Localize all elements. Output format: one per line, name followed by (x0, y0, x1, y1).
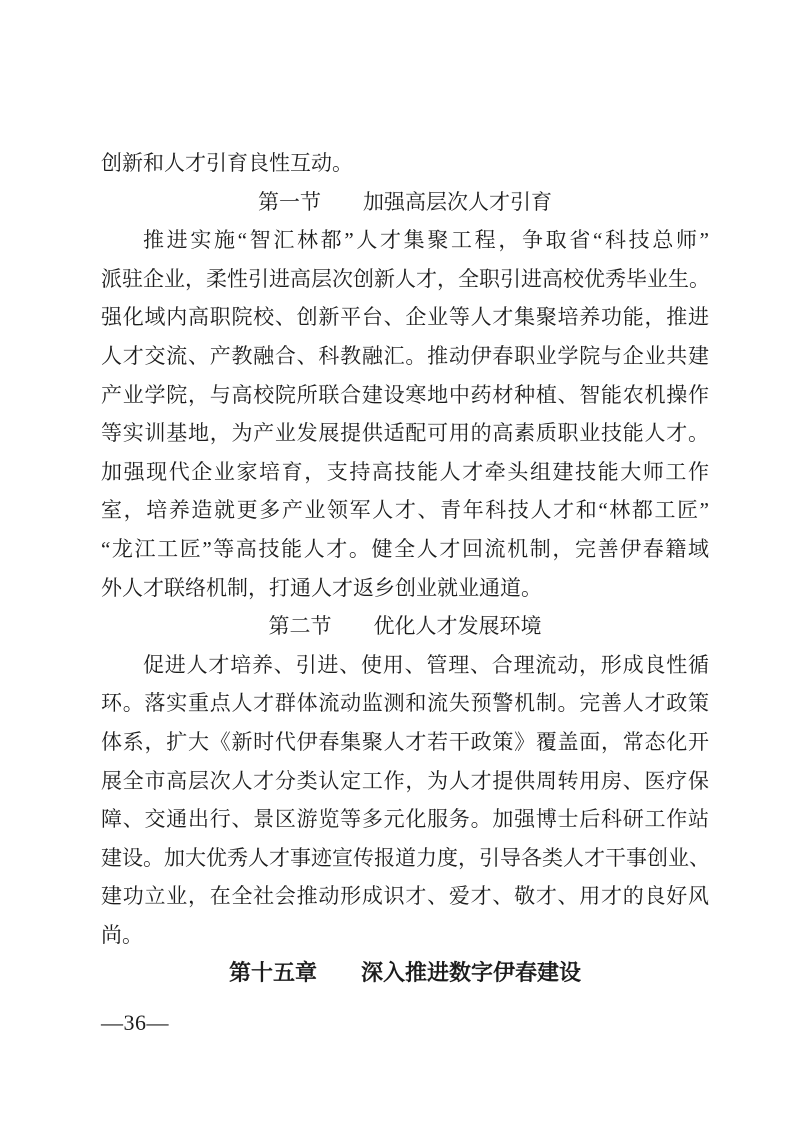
section-1-line: 产业学院，与高校院所联合建设寒地中药材种植、智能农机操作 (101, 382, 709, 407)
page-body (101, 144, 709, 993)
section-1-line: 等实训基地，为产业发展提供适配可用的高素质职业技能人才。 (101, 421, 709, 446)
section-1-line: “龙江工匠”等高技能人才。健全人才回流机制，完善伊春籍域 (101, 536, 709, 561)
section-2-line: 促进人才培养、引进、使用、管理、合理流动，形成良性循 (143, 652, 709, 677)
section-1-line: 加强现代企业家培育，支持高技能人才牵头组建技能大师工作 (101, 459, 709, 484)
section-2-line: 展全市高层次人才分类认定工作，为人才提供周转用房、医疗保 (101, 768, 709, 793)
section-1-line: 派驻企业，柔性引进高层次创新人才，全职引进高校优秀毕业生。 (101, 266, 710, 291)
section-2-line: 建功立业，在全社会推动形成识才、爱才、敬才、用才的良好风 (101, 884, 709, 909)
section-2-heading: 第二节 优化人才发展环境 (268, 614, 542, 639)
section-1-line: 推进实施“智汇林都”人才集聚工程，争取省“科技总师” (143, 228, 709, 253)
chapter-15-heading: 第十五章 深入推进数字伊春建设 (228, 960, 581, 986)
section-2-line: 体系，扩大《新时代伊春集聚人才若干政策》覆盖面，常态化开 (101, 729, 709, 754)
section-1-line: 室，培养造就更多产业领军人才、青年科技人才和“林都工匠” (101, 498, 709, 523)
section-2-line: 建设。加大优秀人才事迹宣传报道力度，引导各类人才干事创业、 (101, 845, 710, 870)
continuation-paragraph-line: 创新和人才引育良性互动。 (101, 151, 353, 175)
section-2-line: 环。落实重点人才群体流动监测和流失预警机制。完善人才政策 (101, 691, 709, 716)
page-number: —36— (101, 1010, 169, 1035)
section-1-line: 人才交流、产教融合、科教融汇。推动伊春职业学院与企业共建 (101, 343, 709, 368)
section-1-line: 外人才联络机制，打通人才返乡创业就业通道。 (101, 575, 542, 600)
section-1-line: 强化域内高职院校、创新平台、企业等人才集聚培养功能，推进 (101, 305, 709, 330)
section-2-line: 尚。 (101, 922, 143, 947)
section-2-line: 障、交通出行、景区游览等多元化服务。加强博士后科研工作站 (101, 807, 709, 832)
section-1-heading: 第一节 加强高层次人才引育 (258, 189, 552, 214)
